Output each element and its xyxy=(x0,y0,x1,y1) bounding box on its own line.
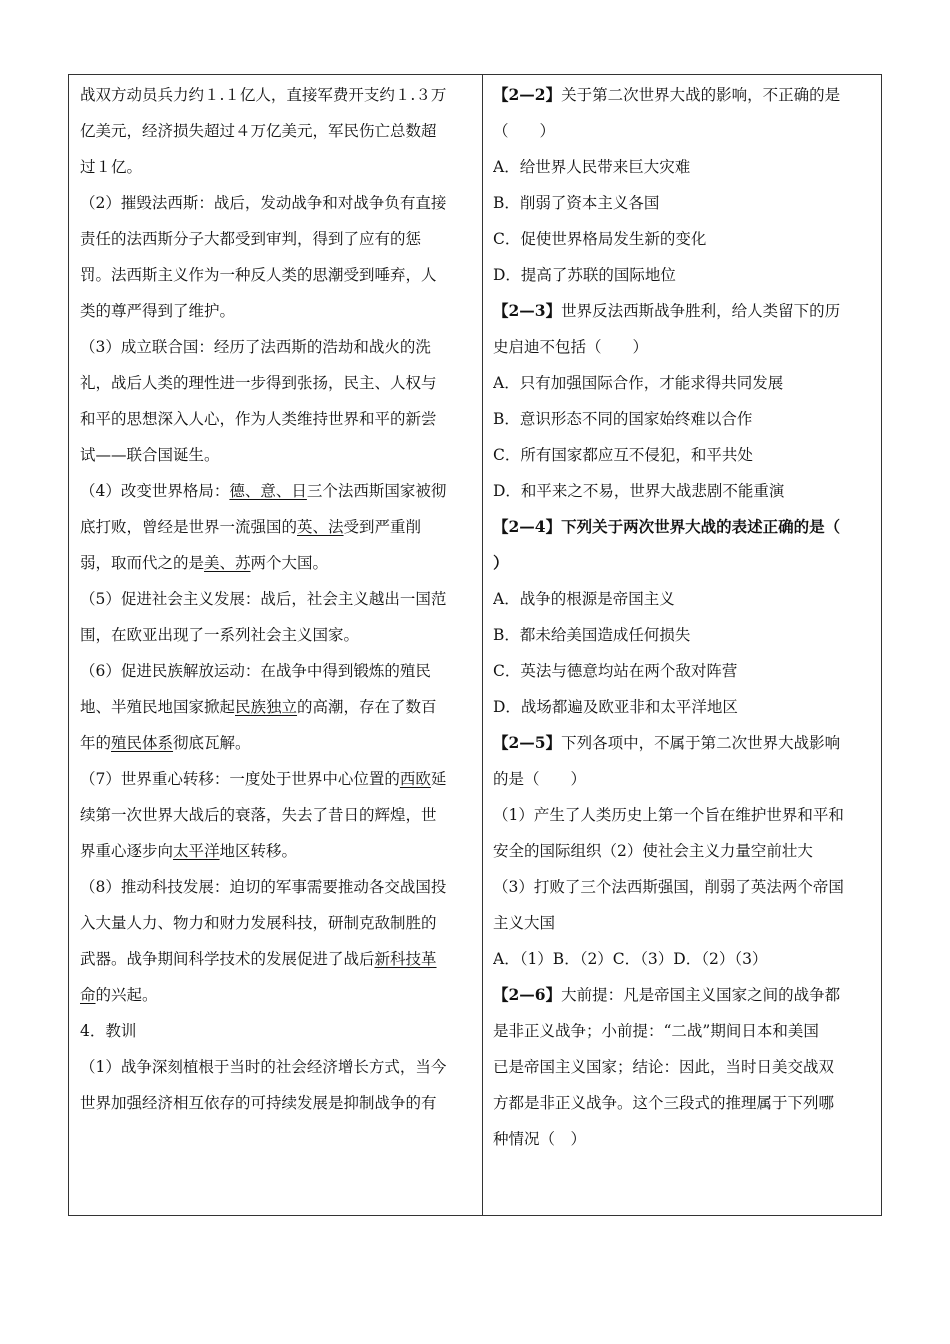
text-segment: 武器。战争期间科学技术的发展促进了战后 xyxy=(80,950,375,968)
text-segment: D．战场都遍及欧亚非和太平洋地区 xyxy=(493,698,738,716)
text-segment: B．削弱了资本主义各国 xyxy=(493,194,660,212)
exercise-line xyxy=(493,221,873,257)
notes-line xyxy=(80,77,472,113)
exercise-line xyxy=(493,509,873,545)
question-label: 【2—5】 xyxy=(493,733,562,752)
exercise-line xyxy=(493,113,873,149)
notes-line xyxy=(80,977,472,1013)
text-segment: 下列各项中，不属于第二次世界大战影响 xyxy=(561,734,841,752)
text-segment: （5）促进社会主义发展：战后，社会主义越出一国范 xyxy=(80,590,447,608)
left-column-notes xyxy=(69,75,483,1215)
text-segment: 地、半殖民地国家掀起 xyxy=(80,698,236,716)
text-segment: 的高潮，存在了数百 xyxy=(297,698,437,716)
exercise-line xyxy=(493,1085,873,1121)
notes-line xyxy=(80,905,472,941)
underlined-answer: 民族独立 xyxy=(235,698,298,716)
underlined-answer: 英、法 xyxy=(297,518,344,536)
exercise-line xyxy=(493,905,873,941)
text-segment: 礼，战后人类的理性进一步得到张扬，民主、人权与 xyxy=(80,374,437,392)
text-segment: 三个法西斯国家被彻 xyxy=(306,482,447,500)
exercise-line xyxy=(493,401,873,437)
text-segment: 战双方动员兵力约１.１亿人，直接军费开支约１.３万 xyxy=(80,86,447,104)
text-segment: 的兴起。 xyxy=(95,986,158,1004)
text-segment: （2）摧毁法西斯：战后，发动战争和对战争负有直接 xyxy=(80,194,447,212)
exercise-line xyxy=(493,545,873,581)
notes-line xyxy=(80,653,472,689)
exercise-line xyxy=(493,257,873,293)
underlined-answer: 西欧 xyxy=(399,770,431,788)
notes-line xyxy=(80,1013,472,1049)
notes-line xyxy=(80,293,472,329)
notes-line xyxy=(80,725,472,761)
text-segment: 大前提：凡是帝国主义国家之间的战争都 xyxy=(561,986,841,1004)
text-segment: 世界反法西斯战争胜利，给人类留下的历 xyxy=(561,302,841,320)
underlined-answer: 德、意、日 xyxy=(229,482,307,500)
text-segment: A．给世界人民带来巨大灾难 xyxy=(493,158,691,176)
text-segment: C．英法与德意均站在两个敌对阵营 xyxy=(493,662,738,680)
exercise-line xyxy=(493,365,873,401)
notes-line xyxy=(80,473,472,509)
right-column-exercises xyxy=(483,75,881,1215)
text-segment: 界重心逐步向 xyxy=(80,842,174,860)
exercise-line xyxy=(493,149,873,185)
notes-line xyxy=(80,149,472,185)
text-segment: （4）改变世界格局： xyxy=(80,482,230,500)
text-segment: 是非正义战争；小前提：“二战”期间日本和美国 xyxy=(493,1022,819,1040)
notes-line xyxy=(80,401,472,437)
text-segment: 安全的国际组织（2）使社会主义力量空前壮大 xyxy=(493,842,813,860)
text-segment: 延 xyxy=(430,770,447,788)
question-label: ） xyxy=(493,553,509,572)
text-segment: 亿美元，经济损失超过４万亿美元，军民伤亡总数超 xyxy=(80,122,437,140)
underlined-answer: 美、苏 xyxy=(204,554,251,572)
exercise-line xyxy=(493,473,873,509)
text-segment: 关于第二次世界大战的影响，不正确的是 xyxy=(561,86,841,104)
exercise-line xyxy=(493,689,873,725)
exercise-line xyxy=(493,329,873,365)
underlined-answer: 新科技革 xyxy=(374,950,437,968)
text-segment: 彻底瓦解。 xyxy=(173,734,251,752)
question-label: 【2—6】 xyxy=(493,985,562,1004)
text-segment: 围，在欧亚出现了一系列社会主义国家。 xyxy=(80,626,360,644)
text-segment: 受到严重削 xyxy=(343,518,422,536)
notes-line xyxy=(80,221,472,257)
text-segment: （1）战争深刻植根于当时的社会经济增长方式，当今 xyxy=(80,1058,447,1076)
text-segment: 续第一次世界大战后的衰落，失去了昔日的辉煌，世 xyxy=(80,806,437,824)
exercise-line xyxy=(493,77,873,113)
exercise-line xyxy=(493,581,873,617)
underlined-answer: 殖民体系 xyxy=(111,734,174,752)
question-label: 【2—3】 xyxy=(493,301,562,320)
notes-line xyxy=(80,545,472,581)
notes-line xyxy=(80,689,472,725)
text-segment: B．意识形态不同的国家始终难以合作 xyxy=(493,410,753,428)
text-segment: （ ） xyxy=(493,122,556,140)
text-segment: （1）产生了人类历史上第一个旨在维护世界和平和 xyxy=(493,806,844,824)
text-segment: 的是（ ） xyxy=(493,770,587,788)
notes-line xyxy=(80,437,472,473)
notes-line xyxy=(80,509,472,545)
text-segment: 两个大国。 xyxy=(250,554,329,572)
text-segment: 底打败，曾经是世界一流强国的 xyxy=(80,518,298,536)
text-segment: （7）世界重心转移：一度处于世界中心位置的 xyxy=(80,770,400,788)
text-segment: （6）促进民族解放运动：在战争中得到锻炼的殖民 xyxy=(80,662,431,680)
text-segment: 过１亿。 xyxy=(80,158,143,176)
notes-line xyxy=(80,365,472,401)
text-segment: C．所有国家都应互不侵犯，和平共处 xyxy=(493,446,753,464)
notes-line xyxy=(80,761,472,797)
notes-line xyxy=(80,869,472,905)
text-segment: （3）打败了三个法西斯强国，削弱了英法两个帝国 xyxy=(493,878,844,896)
document-table xyxy=(68,74,882,1216)
exercise-line xyxy=(493,185,873,221)
text-segment: 入大量人力、物力和财力发展科技，研制克敌制胜的 xyxy=(80,914,437,932)
text-segment: 和平的思想深入人心，作为人类维持世界和平的新尝 xyxy=(80,410,437,428)
question-label: 【2—4】下列关于两次世界大战的表述正确的是（ xyxy=(493,517,841,536)
text-segment: 世界加强经济相互依存的可持续发展是抑制战争的有 xyxy=(80,1094,437,1112)
text-segment: 方都是非正义战争。这个三段式的推理属于下列哪 xyxy=(493,1094,835,1112)
notes-line xyxy=(80,329,472,365)
exercise-line xyxy=(493,977,873,1013)
text-segment: A．战争的根源是帝国主义 xyxy=(493,590,675,608)
exercise-line xyxy=(493,653,873,689)
text-segment: （8）推动科技发展：迫切的军事需要推动各交战国投 xyxy=(80,878,447,896)
underlined-answer: 命 xyxy=(80,986,96,1004)
exercise-line xyxy=(493,437,873,473)
text-segment: D．和平来之不易，世界大战悲剧不能重演 xyxy=(493,482,785,500)
exercise-line xyxy=(493,725,873,761)
text-segment: B．都未给美国造成任何损失 xyxy=(493,626,691,644)
text-segment: 已是帝国主义国家；结论：因此，当时日美交战双 xyxy=(493,1058,835,1076)
text-segment: 种情况（ ） xyxy=(493,1130,587,1148)
text-segment: 史启迪不包括（ ） xyxy=(493,338,649,356)
notes-line xyxy=(80,617,472,653)
exercise-line xyxy=(493,869,873,905)
text-segment: 4．教训 xyxy=(80,1022,137,1040)
exercise-line xyxy=(493,293,873,329)
text-segment: C．促使世界格局发生新的变化 xyxy=(493,230,707,248)
exercise-line xyxy=(493,617,873,653)
text-segment: 试——联合国诞生。 xyxy=(80,446,220,464)
text-segment: A．（1）B．（2）C．（3）D．（2）（3） xyxy=(493,950,768,968)
text-segment: 责任的法西斯分子大都受到审判，得到了应有的惩 xyxy=(80,230,422,248)
exercise-line xyxy=(493,797,873,833)
text-segment: 弱，取而代之的是 xyxy=(80,554,205,572)
question-label: 【2—2】 xyxy=(493,85,562,104)
exercise-line xyxy=(493,833,873,869)
exercise-line xyxy=(493,1049,873,1085)
text-segment: A．只有加强国际合作，才能求得共同发展 xyxy=(493,374,784,392)
text-segment: D．提高了苏联的国际地位 xyxy=(493,266,676,284)
notes-line xyxy=(80,1085,472,1121)
notes-line xyxy=(80,797,472,833)
notes-line xyxy=(80,833,472,869)
text-segment: 主义大国 xyxy=(493,914,556,932)
notes-line xyxy=(80,113,472,149)
exercise-line xyxy=(493,1013,873,1049)
text-segment: 年的 xyxy=(80,734,112,752)
text-segment: 地区转移。 xyxy=(219,842,298,860)
exercise-line xyxy=(493,1121,873,1157)
notes-line xyxy=(80,581,472,617)
exercise-line xyxy=(493,941,873,977)
notes-line xyxy=(80,1049,472,1085)
text-segment: 类的尊严得到了维护。 xyxy=(80,302,236,320)
text-segment: （3）成立联合国：经历了法西斯的浩劫和战火的洗 xyxy=(80,338,431,356)
text-segment: 罚。法西斯主义作为一种反人类的思潮受到唾弃，人 xyxy=(80,266,437,284)
notes-line xyxy=(80,185,472,221)
exercise-line xyxy=(493,761,873,797)
underlined-answer: 太平洋 xyxy=(173,842,220,860)
notes-line xyxy=(80,257,472,293)
notes-line xyxy=(80,941,472,977)
